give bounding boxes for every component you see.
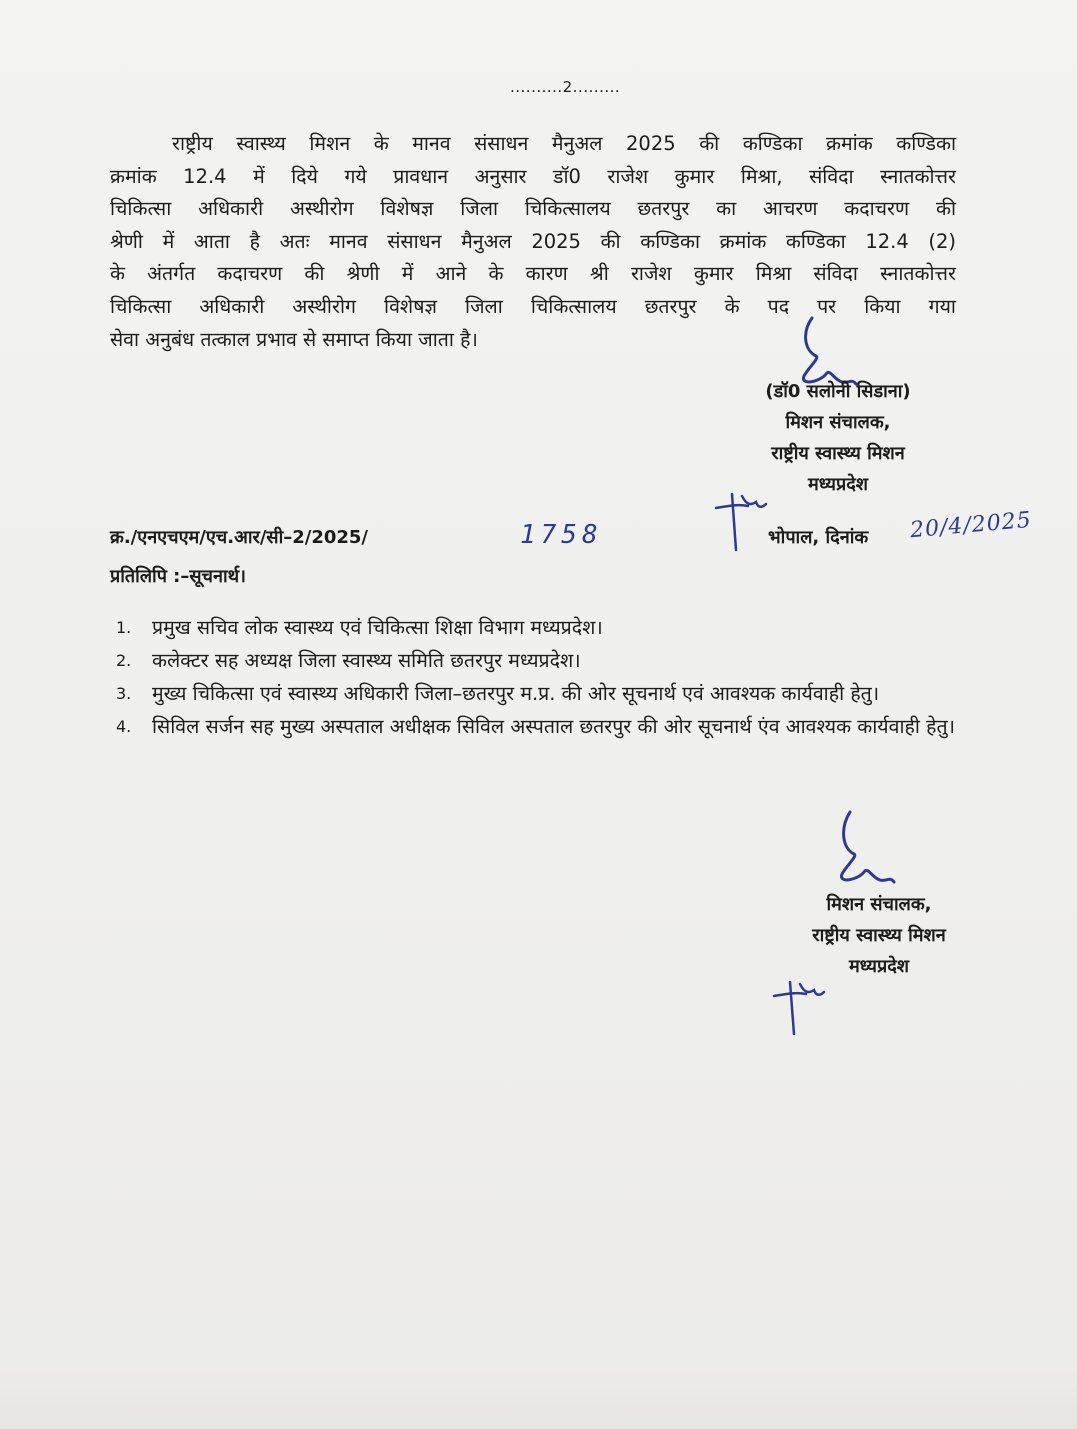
list-item-number: 4. <box>116 717 132 736</box>
signatory-state: मध्यप्रदेश <box>848 956 909 977</box>
signatory-organization: राष्ट्रीय स्वास्थ्य मिशन <box>812 925 946 946</box>
page-number: ..........2......... <box>510 78 621 96</box>
list-item-text: कलेक्टर सह अध्यक्ष जिला स्वास्थ्य समिति छतरपुर मध्यप्रदेश। <box>152 649 581 672</box>
paragraph-line: के अंतर्गत कदाचरण की श्रेणी में आने के कारण श्री राजेश कुमार मिश्रा संविदा स्नातकोत्तर <box>110 262 956 286</box>
place-date-label: भोपाल, दिनांक <box>768 527 869 548</box>
reference-number-handwritten: 1758 <box>520 520 603 550</box>
list-item <box>116 612 996 643</box>
list-item-number: 2. <box>116 651 132 670</box>
paragraph-line: राष्ट्रीय स्वास्थ्य मिशन के मानव संसाधन मैनुअल 2025 की कण्डिका क्रमांक कण्डिका <box>172 132 956 155</box>
paragraph-line: चिकित्सा अधिकारी अस्थीरोग विशेषज्ञ जिला चिकित्सालय छतरपुर के पद पर किया गया <box>110 294 956 318</box>
initial-mark <box>770 978 830 1052</box>
signatory-designation: मिशन संचालक, <box>826 894 932 915</box>
list-item <box>116 678 996 709</box>
list-item <box>116 711 996 742</box>
signatory-state: मध्यप्रदेश <box>807 474 868 495</box>
reference-number: क्र./एनएचएम/एच.आर/सी–2/2025/ <box>110 527 369 548</box>
signatory-organization: राष्ट्रीय स्वास्थ्य मिशन <box>771 443 905 464</box>
list-item-number: 1. <box>116 618 132 637</box>
paragraph-line: सेवा अनुबंध तत्काल प्रभाव से समाप्त किया जाता है। <box>110 327 478 351</box>
list-item <box>116 645 996 676</box>
signatory-block <box>772 889 986 982</box>
list-item-text: प्रमुख सचिव लोक स्वास्थ्य एवं चिकित्सा शिक्षा विभाग मध्यप्रदेश। <box>152 616 603 639</box>
list-item-text: मुख्य चिकित्सा एवं स्वास्थ्य अधिकारी जिला–छतरपुर म.प्र. की ओर सूचनार्थ एवं आवश्यक कार्यवाही हेतु। <box>152 682 880 705</box>
copy-heading: प्रतिलिपि :–सूचनार्थ। <box>110 566 246 587</box>
signatory-name: (डॉ0 सलोनी सिडाना) <box>765 381 911 402</box>
paragraph-line: श्रेणी में आता है अतः मानव संसाधन मैनुअल 2025 की कण्डिका क्रमांक कण्डिका 12.4 (2) <box>110 229 956 253</box>
list-item-text: सिविल सर्जन सह मुख्य अस्पताल अधीक्षक सिविल अस्पताल छतरपुर की ओर सूचनार्थ एंव आवश्यक कार्यवाही हेतु। <box>152 715 955 738</box>
list-item-number: 3. <box>116 684 132 703</box>
signatory-block <box>718 376 958 500</box>
page-shadow <box>0 1369 1077 1429</box>
paragraph-line: चिकित्सा अधिकारी अस्थीरोग विशेषज्ञ जिला चिकित्सालय छतरपुर का आचरण कदाचरण की <box>110 197 956 221</box>
initial-mark <box>712 490 772 564</box>
paragraph-line: क्रमांक 12.4 में दिये गये प्रावधान अनुसार डॉ0 राजेश कुमार मिश्रा, संविदा स्नातकोत्तर <box>110 164 956 188</box>
copy-list <box>116 612 996 744</box>
signatory-designation: मिशन संचालक, <box>785 412 891 433</box>
date-handwritten: 20/4/2025 <box>909 507 1033 544</box>
